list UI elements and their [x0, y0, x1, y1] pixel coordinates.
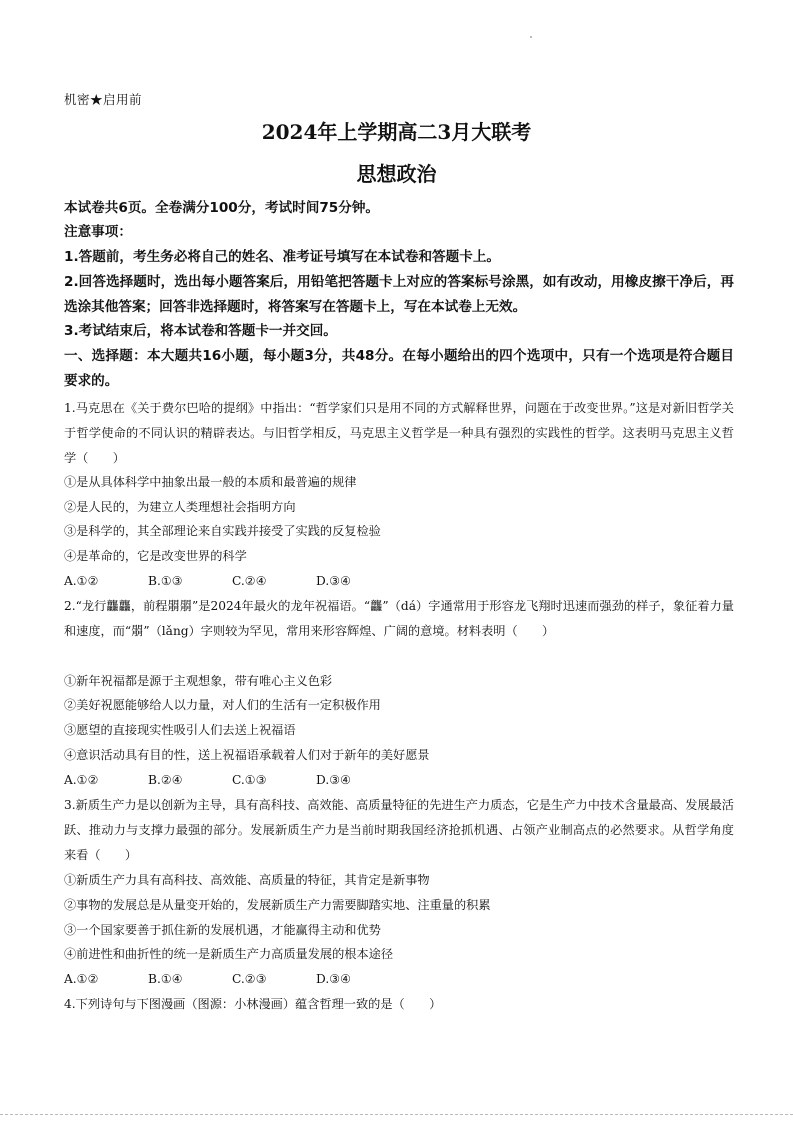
question-2-item-3: ③愿望的直接现实性吸引人们去送上祝福语	[64, 723, 296, 737]
option-d: D.③④	[316, 972, 352, 986]
question-1-item-1: ①是从具体科学中抽象出最一般的本质和最普遍的规律	[64, 475, 357, 489]
subject-title: 思想政治	[356, 162, 437, 186]
question-3-stem: 3.新质生产力是以创新为主导，具有高科技、高效能、高质量特征的先进生产力质态，它是生产力中技术含量最高、发展最活跃、推动力与支撑力最强的部分。发展新质生产力是当前时期我国经济抢抓机遇、占领产业制高点的必然要求。从哲学角度来看（ ）	[64, 798, 734, 862]
question-1-options	[64, 569, 400, 593]
question-3-item-3: ③一个国家要善于抓住新的发展机遇，才能赢得主动和优势	[64, 923, 381, 937]
option-b: B.②④	[148, 773, 183, 787]
option-b: B.①③	[148, 574, 183, 588]
option-a: A.①②	[64, 972, 99, 986]
notice-item-2: 2.回答选择题时，选出每小题答案后，用铅笔把答题卡上对应的答案标号涂黑，如有改动，用橡皮擦干净后，再选涂其他答案；回答非选择题时，将答案写在答题卡上，写在本试卷上无效。	[64, 274, 734, 315]
option-d: D.③④	[316, 574, 352, 588]
question-2-stem: 2.“龙行龘龘，前程朤朤”是2024年最火的龙年祝福语。“龘”（dá）字通常用于形容龙飞翔时迅速而强劲的样子，象征着力量和速度，而“朤”（lǎng）字则较为罕见，常用来形容辉煌、广阔的意境。材料表明（ ）	[64, 599, 734, 638]
option-a: A.①②	[64, 773, 99, 787]
option-c: C.②③	[232, 972, 267, 986]
exam-info: 本试卷共6页。全卷满分100分，考试时间75分钟。	[64, 200, 380, 216]
question-2-item-4: ④意识活动具有目的性，送上祝福语承载着人们对于新年的美好愿景	[64, 748, 430, 762]
question-2-item-1: ①新年祝福都是源于主观想象，带有唯心主义色彩	[64, 674, 333, 688]
section-heading: 一、选择题：本大题共16小题，每小题3分，共48分。在每小题给出的四个选项中，只有一个选项是符合题目要求的。	[64, 348, 734, 389]
question-4-stem: 4.下列诗句与下图漫画（图源：小林漫画）蕴含哲理一致的是（ ）	[64, 997, 442, 1011]
notice-item-1: 1.答题前，考生务必将自己的姓名、准考证号填写在本试卷和答题卡上。	[64, 249, 501, 265]
question-1-stem: 1.马克思在《关于费尔巴哈的提纲》中指出：“哲学家们只是用不同的方式解释世界，问题在于改变世界。”这是对新旧哲学关于哲学使命的不同认识的精辟表达。与旧哲学相反，马克思主义哲学是一种具有强烈的实践性的哲学。这表明马克思主义哲学（ ）	[64, 401, 734, 465]
option-c: C.①③	[232, 773, 267, 787]
page-bottom-rule	[0, 1114, 793, 1115]
scan-speck	[530, 36, 532, 38]
notice-heading: 注意事项：	[64, 224, 132, 240]
question-1-item-2: ②是人民的，为建立人类理想社会指明方向	[64, 500, 296, 514]
option-b: B.①④	[148, 972, 183, 986]
question-3-item-4: ④前进性和曲折性的统一是新质生产力高质量发展的根本途径	[64, 947, 394, 961]
option-a: A.①②	[64, 574, 99, 588]
question-1-item-3: ③是科学的，其全部理论来自实践并接受了实践的反复检验	[64, 524, 381, 538]
question-1-item-4: ④是革命的，它是改变世界的科学	[64, 549, 247, 563]
question-3-options	[64, 967, 400, 991]
question-2-options	[64, 768, 400, 792]
option-c: C.②④	[232, 574, 267, 588]
option-d: D.③④	[316, 773, 352, 787]
notice-item-3: 3.考试结束后，将本试卷和答题卡一并交回。	[64, 323, 337, 339]
classified-label: 机密★启用前	[64, 92, 143, 107]
question-3-item-2: ②事物的发展总是从量变开始的，发展新质生产力需要脚踏实地、注重量的积累	[64, 898, 491, 912]
question-3-item-1: ①新质生产力具有高科技、高效能、高质量的特征，其肯定是新事物	[64, 873, 430, 887]
question-2-item-2: ②美好祝愿能够给人以力量，对人们的生活有一定积极作用	[64, 698, 381, 712]
exam-title: 2024年上学期高二3月大联考	[261, 120, 532, 144]
